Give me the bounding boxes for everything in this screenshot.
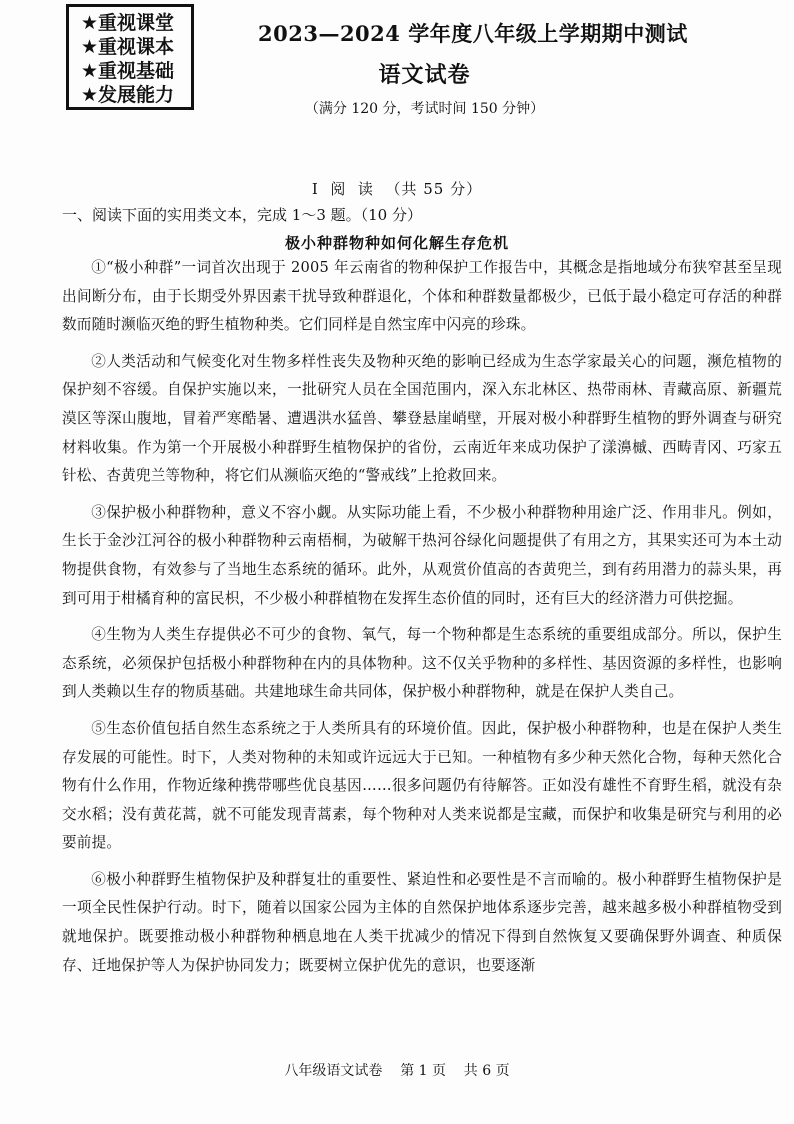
exam-subtitle: 语文试卷 <box>378 62 471 88</box>
paragraph-6: ⑥极小种群野生植物保护及种群复壮的重要性、紧迫性和必要性是不言而喻的。极小种群野生植物保护是一项全民性保护行动。时下，随着以国家公园为主体的自然保护地体系逐步完善，越来越多极小种群植物受到就地保护。既要推动极小种群物种栖息地在人类干扰减少的情况下得到自然恢复又要确保野外调查、种质保存、迁地保护等人为保护协同发力；既要树立保护优先的意识，也要逐渐 <box>62 870 782 974</box>
paragraph-4: ④生物为人类生存提供必不可少的食物、氧气，每一个物种都是生态系统的重要组成部分。所以，保护生态系统，必须保护包括极小种群物种在内的具体物种。这不仅关乎物种的多样性、基因资源的多样性，也影响到人类赖以生存的物质基础。共建地球生命共同体，保护极小种群物种，就是在保护人类自己。 <box>62 626 782 701</box>
slogan-stamp <box>66 4 194 110</box>
paragraph-1: ①“极小种群”一词首次出现于 2005 年云南省的物种保护工作报告中，其概念是指地域分布狭窄甚至呈现出间断分布，由于长期受外界因素干扰导致种群退化，个体和种群数量都极少，已低于最小稳定可存活的种群数而随时濒临灭绝的野生植物种类。它们同样是自然宝库中闪亮的珍珠。 <box>62 259 782 334</box>
paragraph-2: ②人类活动和气候变化对生物多样性丧失及物种灭绝的影响已经成为生态学家最关心的问题，濒危植物的保护刻不容缓。自保护实施以来，一批研究人员在全国范围内，深入东北林区、热带雨林、青藏高原、新疆荒漠区等深山腹地，冒着严寒酷暑、遭遇洪水猛兽、攀登悬崖峭壁，开展对极小种群野生植物的野外调查与研究材料收集。作为第一个开展极小种群野生植物保护的省份，云南近年来成功保护了漾濞槭、西畴青冈、巧家五针松、杏黄兜兰等物种，将它们从濒临灭绝的“警戒线”上抢救回来。 <box>62 352 782 485</box>
section-heading: Ⅰ 阅 读 （共 55 分） <box>311 180 483 198</box>
exam-title: 2023—2024 学年度八年级上学期期中测试 <box>258 21 688 46</box>
paragraph-3: ③保护极小种群物种，意义不容小觑。从实际功能上看，不少极小种群物种用途广泛、作用非凡。例如，生长于金沙江河谷的极小种群物种云南梧桐，为破解干热河谷绿化问题提供了有用之方，其果实还可为本土动物提供食物，有效参与了当地生态系统的循环。此外，从观赏价值高的杏黄兜兰，到有药用潜力的蒜头果，再到可用于柑橘育种的富民枳，不少极小种群植物在发挥生态价值的同时，还有巨大的经济潜力可供挖掘。 <box>62 503 782 607</box>
paragraph-5: ⑤生态价值包括自然生态系统之于人类所具有的环境价值。因此，保护极小种群物种，也是在保护人类生存发展的可能性。时下，人类对物种的未知或许远远大于已知。一种植物有多少种天然化合物，每种天然化合物有什么作用，作物近缘种携带哪些优良基因……很多问题仍有待解答。正如没有雄性不育野生稻，就没有杂交水稻；没有黄花蒿，就不可能发现青蒿素，每个物种对人类来说都是宝藏，而保护和收集是研究与利用的必要前提。 <box>62 719 782 852</box>
slogan-line-1: ★重视课堂 <box>81 12 175 34</box>
slogan-line-3: ★重视基础 <box>81 60 175 82</box>
score-time-note: （满分 120 分，考试时间 150 分钟） <box>304 101 545 117</box>
slogan-line-4: ★发展能力 <box>81 84 175 106</box>
article-title: 极小种群物种如何化解生存危机 <box>284 234 509 252</box>
article-body <box>62 254 782 988</box>
question-instruction: 一、阅读下面的实用类文本，完成 1～3 题。（10 分） <box>62 206 422 224</box>
slogan-line-2: ★重视课本 <box>81 36 175 58</box>
page-footer: 八年级语文试卷 第 1 页 共 6 页 <box>284 1063 510 1079</box>
